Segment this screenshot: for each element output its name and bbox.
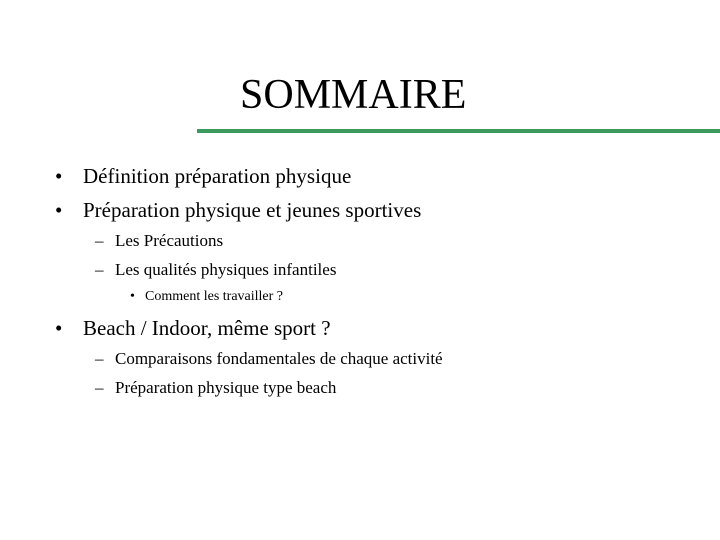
- bullet-marker: •: [55, 164, 63, 188]
- outline-item-text: Les Précautions: [115, 231, 224, 250]
- bullet-marker: •: [130, 289, 135, 304]
- bullet-marker: •: [55, 198, 63, 222]
- title-underline: [197, 129, 720, 133]
- outline-item-text: Beach / Indoor, même sport ?: [83, 316, 331, 340]
- dash-marker: –: [95, 260, 104, 279]
- outline-item-text: Préparation physique type beach: [115, 378, 337, 397]
- outline-item-text: Les qualités physiques infantiles: [115, 260, 337, 279]
- dash-marker: –: [95, 349, 104, 368]
- slide-title: SOMMAIRE: [240, 72, 467, 118]
- dash-marker: –: [95, 378, 104, 397]
- bullet-marker: •: [55, 316, 63, 340]
- outline-item-text: Définition préparation physique: [83, 164, 352, 188]
- dash-marker: –: [95, 231, 104, 250]
- outline-item-text: Comment les travailler ?: [145, 289, 284, 304]
- outline-item-text: Préparation physique et jeunes sportives: [83, 198, 422, 222]
- outline-item-text: Comparaisons fondamentales de chaque activité: [115, 349, 443, 368]
